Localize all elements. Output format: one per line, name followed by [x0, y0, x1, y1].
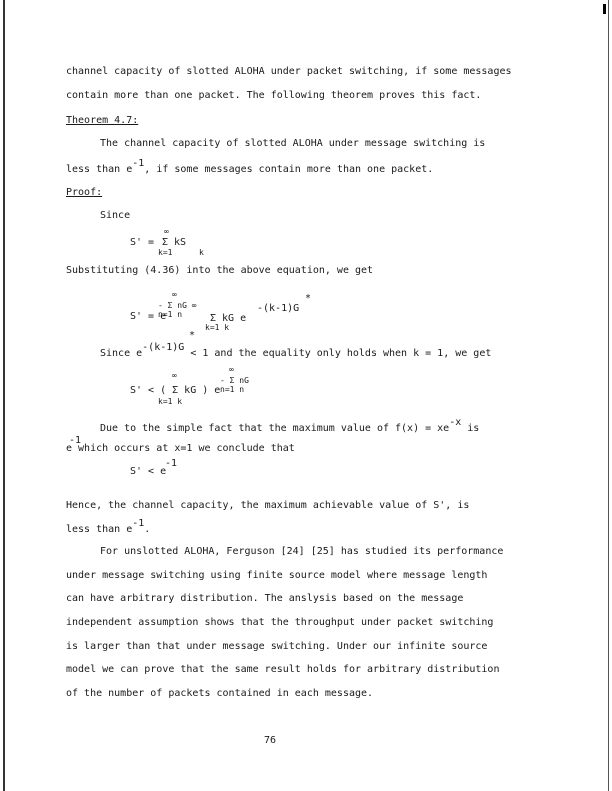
text-line	[100, 342, 492, 360]
page-right-edge	[608, 0, 610, 791]
equation: S' < ( Σ kG ) e	[130, 385, 221, 396]
text-line: of the number of packets contained in each message.	[66, 688, 374, 699]
exponent: -1	[69, 435, 82, 446]
corner-mark	[603, 4, 606, 14]
text-part: Since e	[100, 348, 143, 359]
theorem-heading: Theorem 4.7:	[66, 115, 139, 126]
page-left-edge	[3, 0, 5, 791]
infinity-symbol: ∞	[164, 227, 169, 236]
star-mark: *	[189, 330, 196, 341]
text-line	[100, 417, 480, 435]
text-line: channel capacity of slotted ALOHA under packet switching, if some messages	[66, 66, 512, 77]
text-line: is larger than that under message switching. Under our infinite source	[66, 641, 488, 652]
text-line	[66, 518, 151, 536]
equation-sum: Σ kS	[162, 237, 187, 248]
equation: S' = e	[130, 311, 167, 322]
exponent: -(k-1)G	[257, 303, 300, 314]
equation: S' < e	[130, 466, 167, 477]
text-line: The channel capacity of slotted ALOHA under message switching is	[100, 138, 486, 149]
exponent-top: - Σ nG	[220, 376, 249, 385]
text-part: .	[144, 524, 151, 535]
proof-heading: Proof:	[66, 187, 103, 198]
exponent: -1	[165, 458, 178, 469]
text-line: e which occurs at x=1 we conclude that	[66, 443, 295, 454]
sum-lower-limit: k=1	[158, 248, 173, 257]
subscript: k	[199, 248, 204, 257]
equation-sum: Σ kG e	[210, 313, 247, 324]
exponent: -(k-1)G	[142, 342, 185, 353]
text-line: contain more than one packet. The following theorem proves this fact.	[66, 90, 482, 101]
sum-lower-limit: k=1 k	[205, 323, 230, 332]
exponent: -1	[132, 518, 145, 529]
text-part: Due to the simple fact that the maximum value of f(x) = xe	[100, 423, 450, 434]
text-part: < 1 and the equality only holds when k = 1, we get	[184, 348, 492, 359]
text-line: under message switching using finite source model where message length	[66, 570, 488, 581]
text-part: less than e	[66, 524, 133, 535]
infinity-symbol: ∞	[172, 290, 177, 299]
text-line	[66, 158, 434, 176]
page-number: 76	[264, 735, 277, 746]
text-part: is	[461, 423, 480, 434]
exponent-top: - Σ nG ∞	[158, 301, 197, 310]
infinity-symbol: ∞	[172, 371, 177, 380]
exponent: -x	[449, 417, 462, 428]
exponent: -1	[132, 158, 145, 169]
star-mark: *	[305, 293, 312, 304]
text-part: , if some messages contain more than one packet.	[144, 164, 434, 175]
text-line: For unslotted ALOHA, Ferguson [24] [25] has studied its performance	[100, 546, 504, 557]
text-line: Hence, the channel capacity, the maximum achievable value of S', is	[66, 500, 470, 511]
text-part: less than e	[66, 164, 133, 175]
infinity-symbol: ∞	[229, 365, 234, 374]
equation: S' =	[130, 237, 155, 248]
exponent-sub: n=1 n	[220, 385, 245, 394]
text-line: Substituting (4.36) into the above equation, we get	[66, 265, 374, 276]
text-line: model we can prove that the same result holds for arbitrary distribution	[66, 664, 500, 675]
exponent-sub: n=1 n	[158, 310, 183, 319]
text-line: Since	[100, 210, 131, 221]
sum-lower-limit: k=1 k	[158, 397, 183, 406]
text-line: can have arbitrary distribution. The anslysis based on the message	[66, 593, 464, 604]
text-line: independent assumption shows that the throughput under packet switching	[66, 617, 494, 628]
